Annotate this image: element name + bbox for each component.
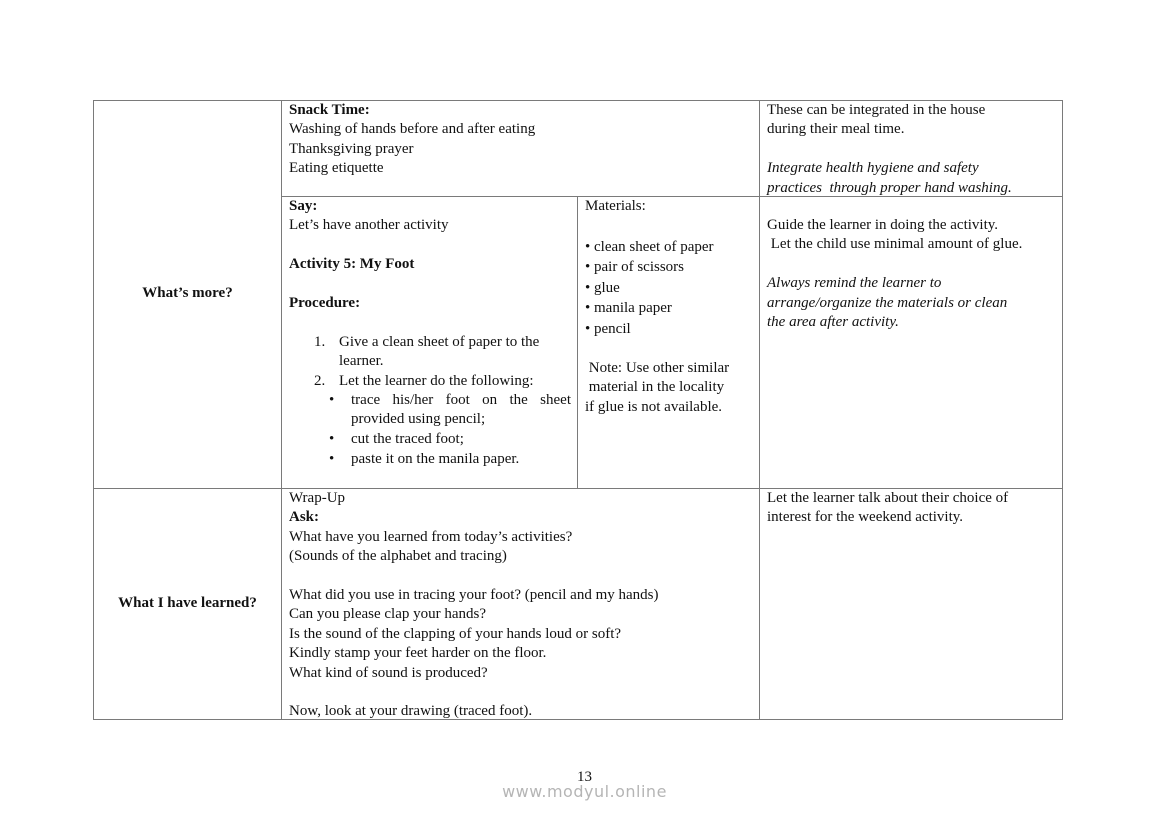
question-line: What kind of sound is produced? <box>289 664 488 681</box>
remark-text: Let the learner talk about their choice of <box>767 490 1009 506</box>
column-divider <box>577 196 578 489</box>
snack-line: Washing of hands before and after eating <box>289 121 536 138</box>
remark-text: interest for the weekend activity. <box>767 509 964 526</box>
bullet-icon: • <box>585 238 591 255</box>
remark-text: Guide the learner in doing the activity. <box>767 217 999 233</box>
material-text: glue <box>594 279 620 296</box>
row-label-what-i-have-learned: What I have learned? <box>118 595 257 611</box>
activity-cell <box>289 197 571 470</box>
ask-label: Ask: <box>289 509 320 526</box>
question-line: Is the sound of the clapping of your hands loud or soft? <box>289 625 622 642</box>
snack-line: Eating etiquette <box>289 160 384 177</box>
say-label: Say: <box>289 198 318 214</box>
snack-line: Thanksgiving prayer <box>289 140 414 157</box>
bullet-icon: • <box>585 279 591 296</box>
activity-title: Activity 5: My Foot <box>289 256 415 273</box>
column-divider <box>759 100 760 720</box>
snack-time-title: Snack Time: <box>289 102 370 118</box>
material-item <box>585 278 755 299</box>
snack-time-cell <box>289 101 754 179</box>
material-item <box>585 319 755 340</box>
remark-text: These can be integrated in the house <box>767 102 986 118</box>
material-text: pencil <box>594 320 631 337</box>
question-line: What did you use in tracing your foot? (pencil and my hands) <box>289 587 659 604</box>
bullet-icon: • <box>585 300 591 317</box>
step-number: 2. <box>314 372 326 389</box>
say-text: Let’s have another activity <box>289 217 449 234</box>
materials-label: Materials: <box>585 198 646 214</box>
bullet-icon: • <box>585 259 591 276</box>
wrap-up-title: Wrap-Up <box>289 490 346 506</box>
step-number: 1. <box>314 333 326 350</box>
question-line: Now, look at your drawing (traced foot). <box>289 703 533 720</box>
bullet-icon: • <box>329 430 335 447</box>
bullet-icon: • <box>585 320 591 337</box>
material-item <box>585 257 755 278</box>
materials-note: if glue is not available. <box>585 398 723 415</box>
remark-text: Let the child use minimal amount of glue. <box>767 236 1023 253</box>
procedure-step <box>289 372 571 391</box>
table-border-left <box>93 100 94 720</box>
remark-italic: Always remind the learner to <box>767 275 942 292</box>
column-divider <box>281 100 282 720</box>
question-line: Can you please clap your hands? <box>289 606 487 623</box>
bullet-icon: • <box>329 392 335 409</box>
question-line: What have you learned from today’s activities? <box>289 528 573 545</box>
row-label-whats-more: What’s more? <box>142 285 233 301</box>
activity-remarks-cell <box>767 216 1059 332</box>
substep-text: cut the traced foot; <box>351 430 464 447</box>
material-text: manila paper <box>594 300 672 317</box>
material-text: clean sheet of paper <box>594 238 714 255</box>
remark-italic: arrange/organize the materials or clean <box>767 294 1008 311</box>
materials-cell <box>585 197 755 417</box>
material-item <box>585 298 755 319</box>
snack-remarks-cell <box>767 101 1059 198</box>
remark-italic: practices through proper hand washing. <box>767 179 1012 196</box>
material-text: pair of scissors <box>594 259 685 276</box>
remark-text: during their meal time. <box>767 121 905 138</box>
wrap-up-remarks-cell <box>767 489 1059 528</box>
substep-text: provided using pencil; <box>351 411 486 428</box>
step-text: Let the learner do the following: <box>339 372 534 389</box>
bullet-icon: • <box>329 451 335 468</box>
material-item <box>585 237 755 258</box>
step-text: learner. <box>339 353 384 370</box>
materials-note: material in the locality <box>585 379 725 396</box>
substep-text: trace his/her foot on the sheet <box>351 392 571 409</box>
procedure-substep <box>289 391 571 430</box>
procedure-substep <box>289 430 571 449</box>
step-text: Give a clean sheet of paper to the <box>339 333 540 350</box>
question-line: (Sounds of the alphabet and tracing) <box>289 548 507 565</box>
table-border-right <box>1062 100 1063 720</box>
substep-text: paste it on the manila paper. <box>351 451 520 468</box>
remark-italic: the area after activity. <box>767 314 899 331</box>
materials-note: Note: Use other similar <box>585 359 730 376</box>
question-line: Kindly stamp your feet harder on the floor. <box>289 645 547 662</box>
wrap-up-cell <box>289 489 754 722</box>
remark-italic: Integrate health hygiene and safety <box>767 160 979 177</box>
page-number: 13 <box>577 769 592 785</box>
watermark: www.modyul.online <box>502 782 667 801</box>
procedure-step <box>289 333 571 372</box>
procedure-label: Procedure: <box>289 295 361 311</box>
procedure-substep <box>289 450 571 469</box>
